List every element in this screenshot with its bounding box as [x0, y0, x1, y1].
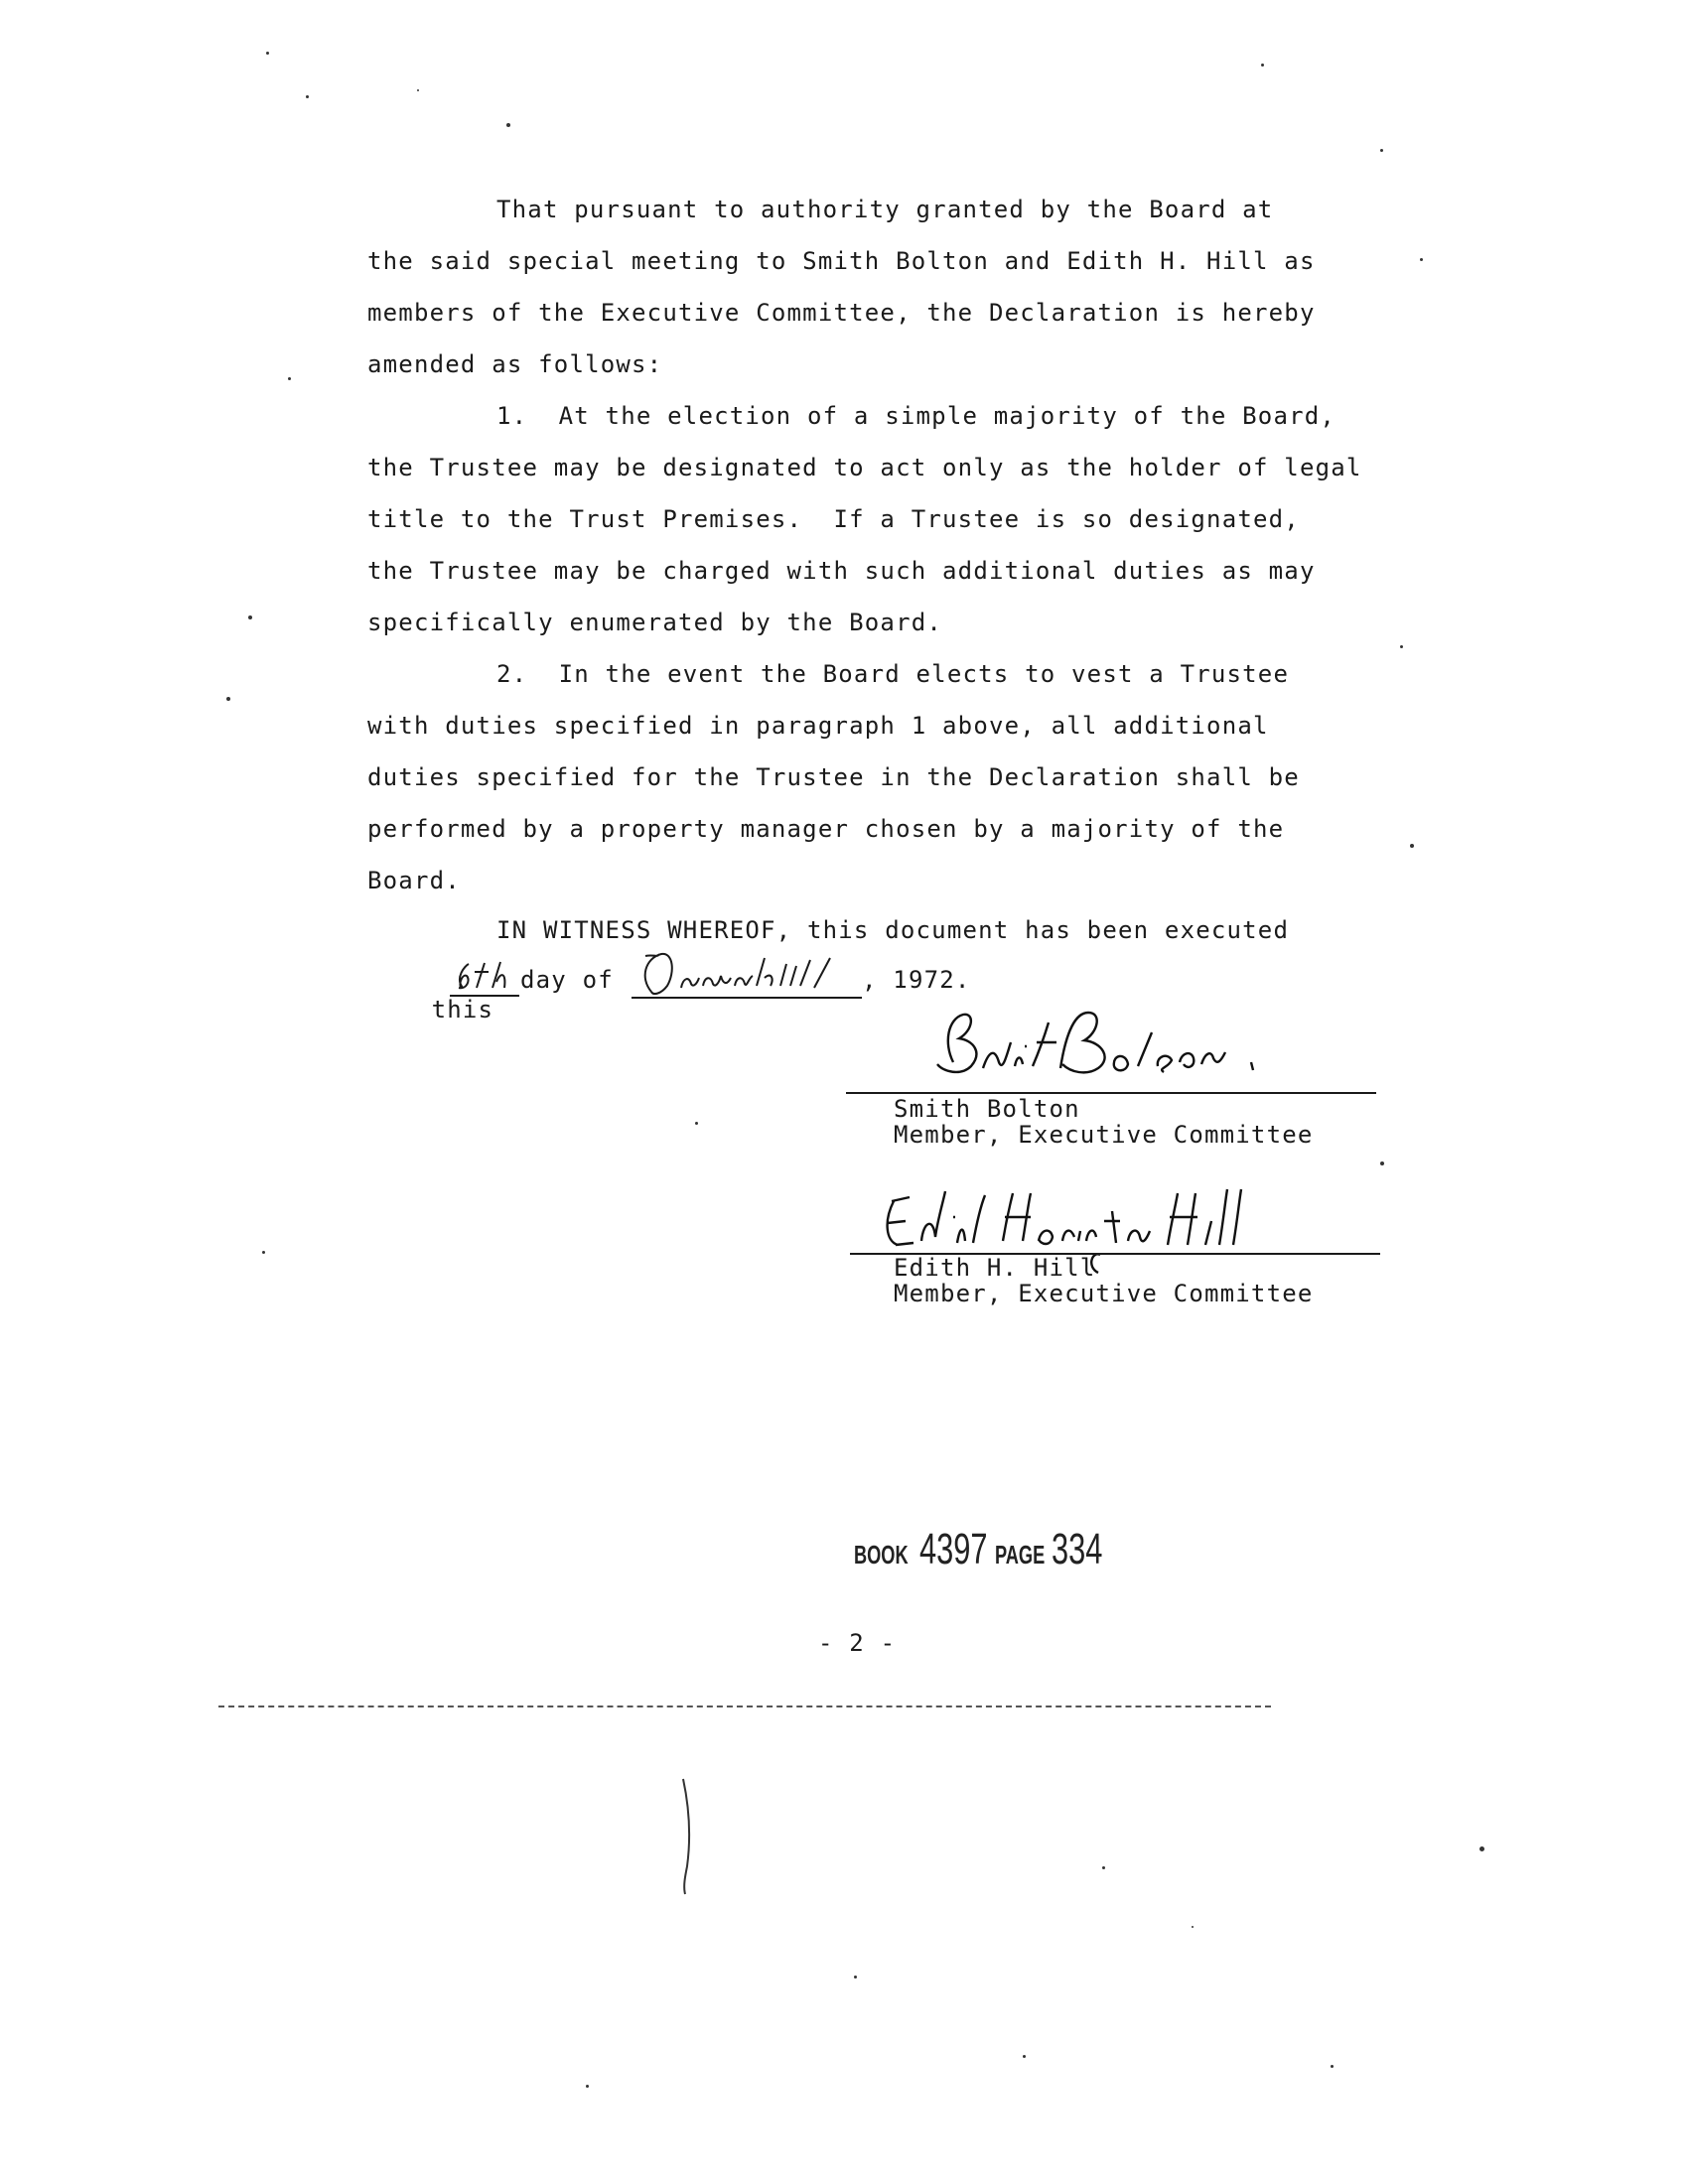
body-line: the said special meeting to Smith Bolton and Edith H. Hill as [367, 247, 1316, 275]
date-suffix: , 1972. [862, 966, 971, 994]
noise-speck [1023, 2055, 1026, 2058]
body-line: 2. In the event the Board elects to vest a Trustee [496, 660, 1290, 688]
body-line: amended as follows: [367, 350, 663, 378]
handwritten-day [445, 958, 524, 1003]
body-line: the Trustee may be designated to act only as the holder of legal [367, 454, 1362, 481]
body-line: performed by a property manager chosen by a majority of the [367, 815, 1285, 843]
body-line: IN WITNESS WHEREOF, this document has been executed [496, 916, 1290, 944]
body-line: members of the Executive Committee, the Declaration is hereby [367, 299, 1316, 327]
scan-artifact-mark [679, 1777, 699, 1896]
stamp-page-number: 334 [1052, 1525, 1103, 1573]
scan-artifact-dashes [218, 1706, 1271, 1709]
body-line: That pursuant to authority granted by the Board at [496, 196, 1274, 223]
noise-speck [1380, 149, 1383, 152]
noise-speck [854, 1976, 857, 1979]
noise-speck [506, 123, 510, 127]
noise-speck [306, 95, 309, 98]
signature-smith-bolton [904, 1003, 1370, 1092]
noise-speck [586, 2085, 589, 2088]
body-line: the Trustee may be charged with such additional duties as may [367, 557, 1316, 585]
noise-speck [1261, 64, 1264, 67]
date-middle: day of [520, 966, 614, 994]
noise-speck [288, 377, 291, 380]
stamp-book-number: 4397 [918, 1525, 988, 1573]
noise-speck [226, 697, 230, 701]
noise-speck [248, 615, 252, 619]
handwritten-month [632, 948, 865, 1006]
body-line: 1. At the election of a simple majority of the Board, [496, 402, 1336, 430]
noise-speck [1420, 258, 1423, 261]
book-page-stamp [836, 1507, 1125, 1592]
noise-speck [1380, 1161, 1384, 1165]
stamp-book-label: BOOK [853, 1540, 909, 1570]
body-line: specifically enumerated by the Board. [367, 609, 943, 636]
signer-2-title: Member, Executive Committee [894, 1280, 1314, 1307]
noise-speck [266, 52, 269, 55]
body-line: with duties specified in paragraph 1 above, all additional [367, 712, 1269, 740]
signer-1-name: Smith Bolton [894, 1095, 1080, 1123]
noise-speck [1331, 2065, 1334, 2068]
body-line: duties specified for the Trustee in the Declaration shall be [367, 763, 1300, 791]
signer-2-name: Edith H. Hill [894, 1254, 1096, 1282]
noise-speck [417, 89, 419, 91]
signer-1-title: Member, Executive Committee [894, 1121, 1314, 1149]
noise-speck [1192, 1926, 1194, 1928]
noise-speck [1410, 844, 1414, 848]
body-line: title to the Trust Premises. If a Trustee is so designated, [367, 505, 1300, 533]
noise-speck [1479, 1846, 1484, 1851]
stamp-page-label: PAGE [994, 1540, 1045, 1570]
noise-speck [695, 1122, 698, 1125]
date-prefix: this [431, 996, 494, 1024]
noise-speck [1400, 645, 1403, 648]
noise-speck [1102, 1866, 1105, 1869]
noise-speck [262, 1251, 265, 1254]
page-number: - 2 - [818, 1629, 897, 1657]
body-line: Board. [367, 867, 461, 894]
